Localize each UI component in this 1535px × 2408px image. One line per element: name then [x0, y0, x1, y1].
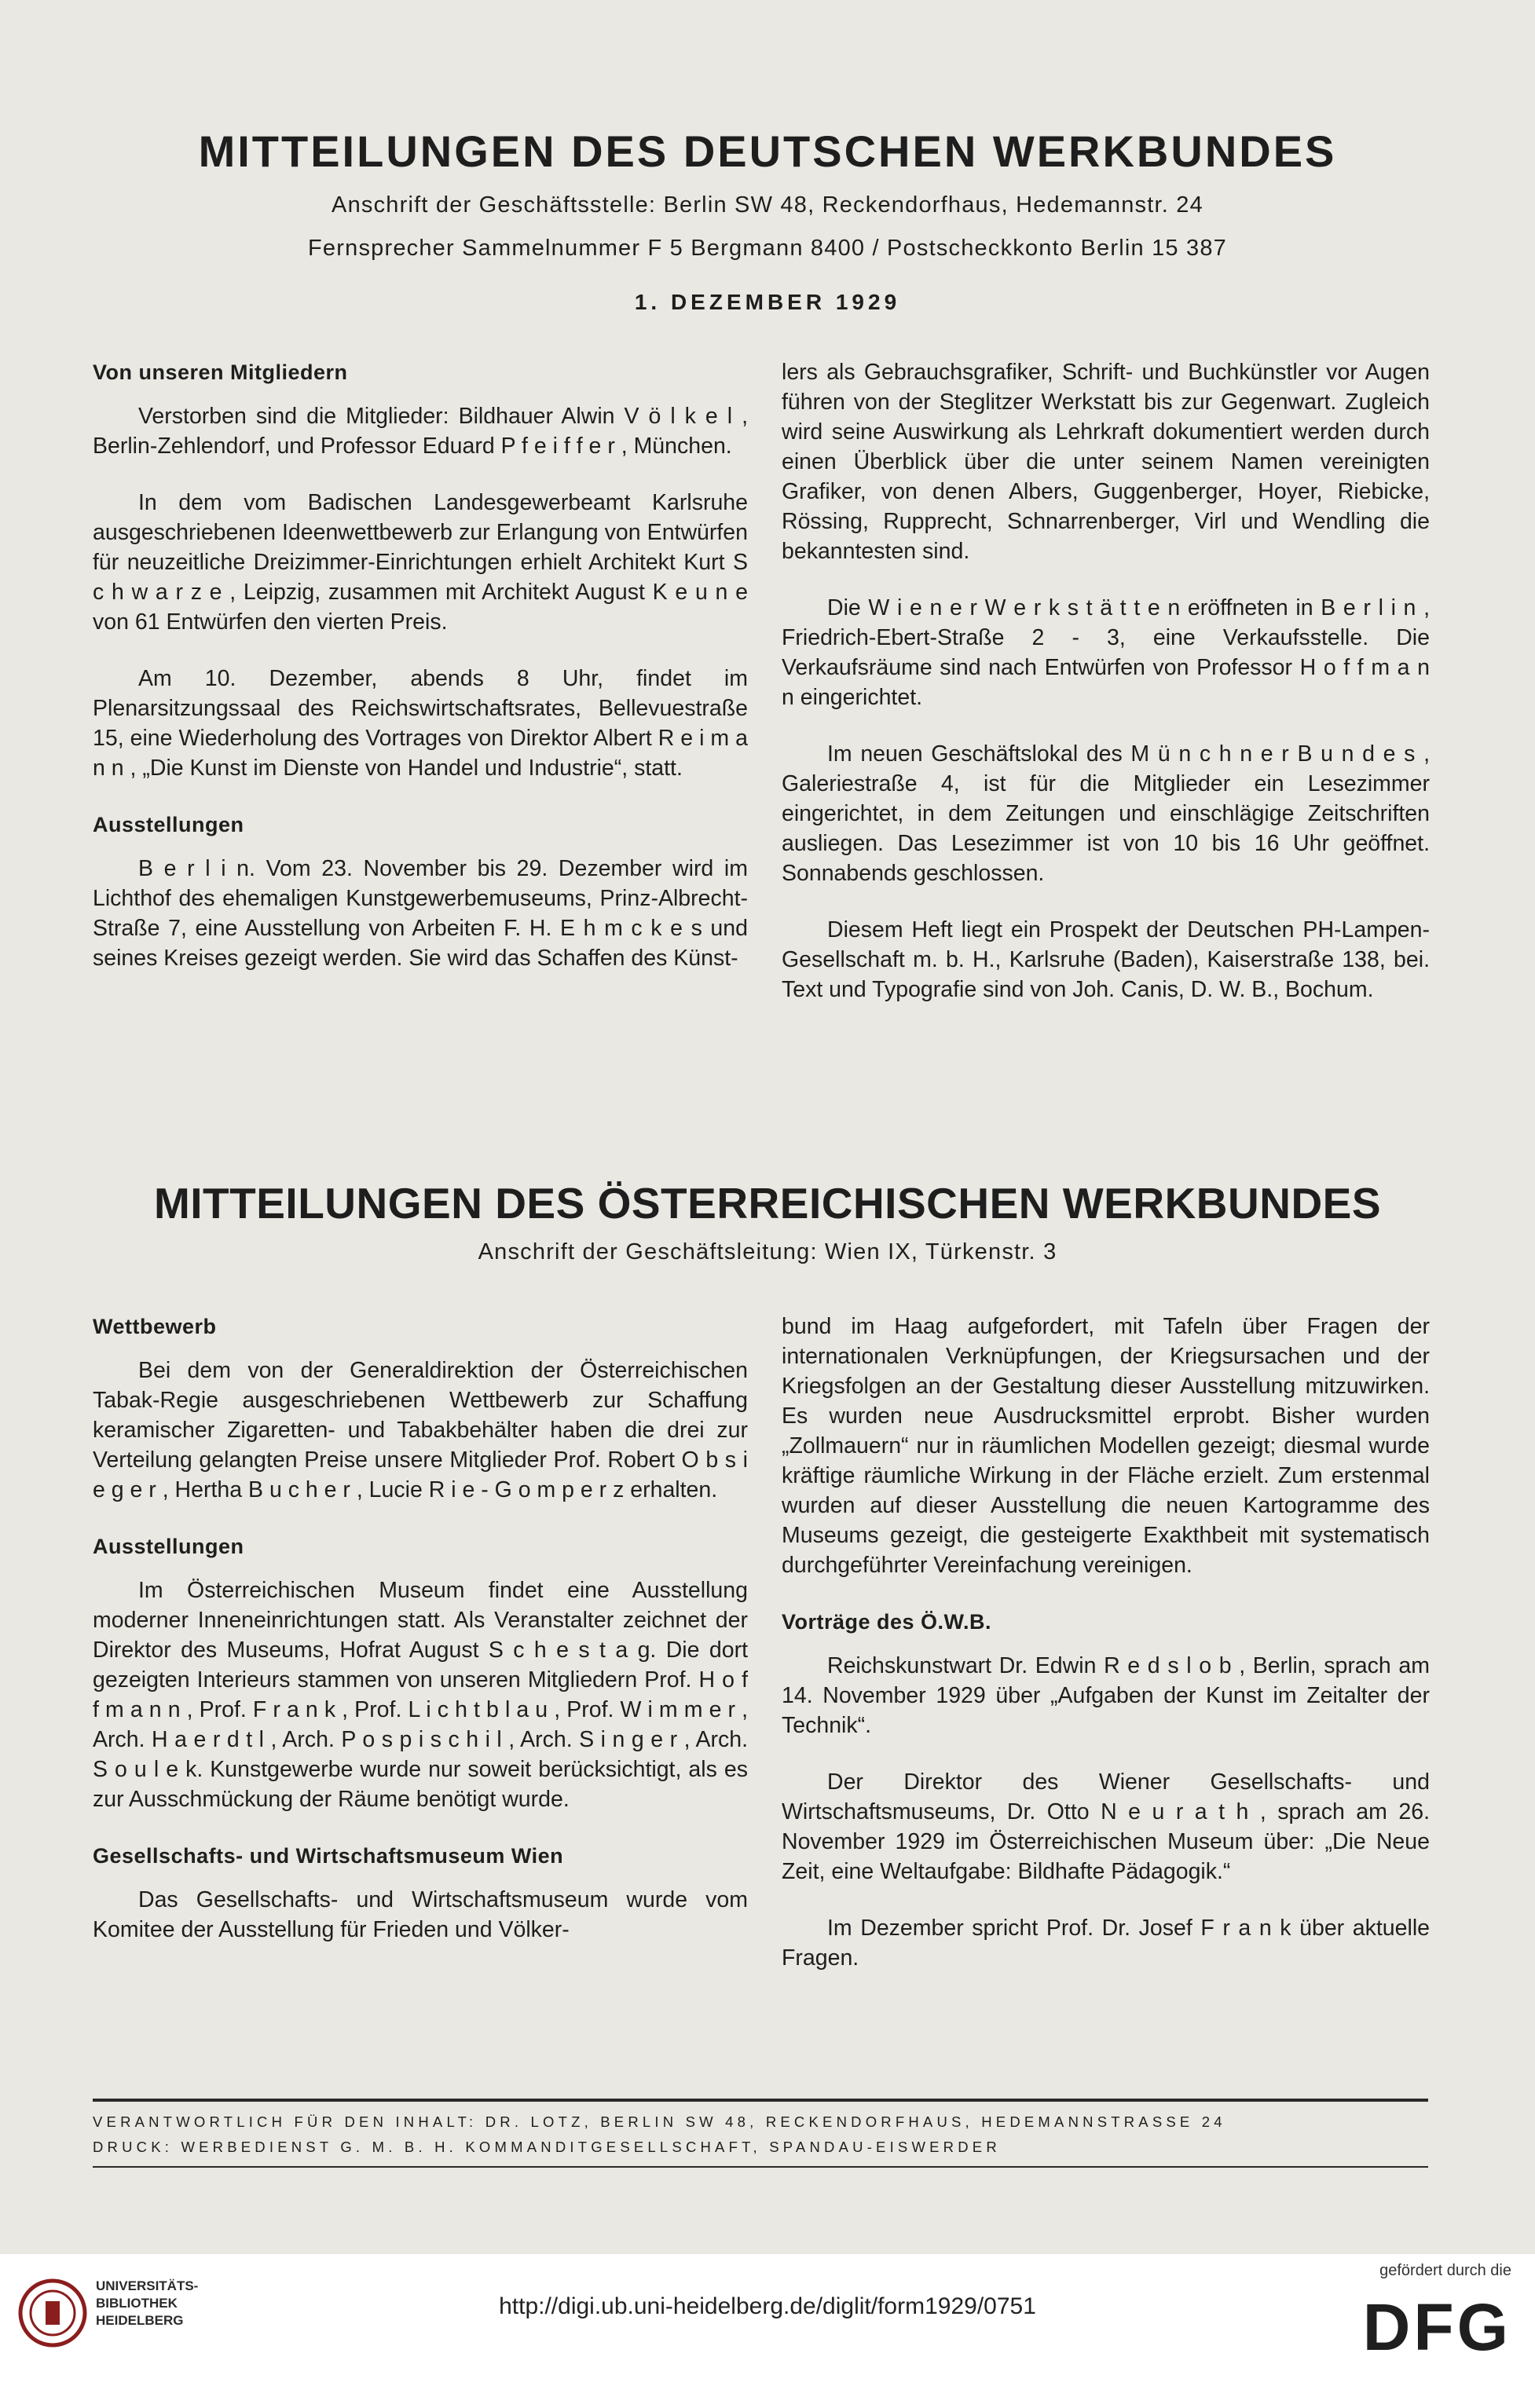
dwb-left-column: [93, 357, 748, 1000]
paragraph: Reichskunstwart Dr. Edwin R e d s l o b , Berlin, sprach am 14. November 1929 über „Aufgaben der Kunst im Zeitalter der Technik“.: [782, 1653, 1430, 1738]
paragraph: Verstorben sind die Mitglieder: Bildhauer Alwin V ö l k e l , Berlin-Zehlendorf, und Professor Eduard P f e i f f e r , München.: [93, 404, 748, 459]
paragraph: Bei dem von der Generaldirektion der Österreichischen Tabak-Regie ausgeschriebenen Wettbewerb zur Schaffung keramischer Zigaretten- und Tabakbehälter haben die drei zur Verteilung gelangten Preise unsere Mitglieder Prof. Robert O b s i e g e r , Hertha B u c h e r , Lucie R i e - G o m p e r z erhalten.: [93, 1358, 748, 1502]
owb-right-column: [782, 1312, 1430, 2000]
impressum-line-2: DRUCK: WERBEDIENST G. M. B. H. KOMMANDITGESELLSCHAFT, SPANDAU-EISWERDER: [93, 2139, 1001, 2155]
paragraph: Diesem Heft liegt ein Prospekt der Deutschen PH-Lampen-Gesellschaft m. b. H., Karlsruhe (Baden), Kaiserstraße 138, bei. Text und Typografie sind von Joh. Canis, D. W. B., Bochum.: [782, 917, 1430, 1002]
paragraph: Im Österreichischen Museum findet eine Ausstellung moderner Inneneinrichtungen statt. Als Veranstalter zeichnet der Direktor des Museums, Hofrat August S c h e s t a g. Die dort gezeigten Interieurs stammen von unseren Mitgliedern Prof. H o f f m a n n , Prof. F r a n k , Prof. L i c h t b l a u , Prof. W i m m e r , Arch. H a e r d t l , Arch. P o s p i s c h i l , Arch. S i n g e r , Arch. S o u l e k. Kunstgewerbe wurde nur soweit berücksichtigt, als es zur Ausschmückung der Räume benötigt wurde.: [93, 1578, 748, 1812]
paragraph: lers als Gebrauchsgrafiker, Schrift- und Buchkünstler vor Augen führen von der Steglitzer Werkstatt bis zur Gegenwart. Zugleich wird seine Auswirkung als Lehrkraft dokumentiert werden durch einen Überblick über die unter seinem Namen vereinigten Grafiker, von denen Albers, Guggenberger, Hoyer, Riebicke, Rössing, Rupprecht, Schnarrenberger, Virl und Wendling die bekanntesten sind.: [782, 360, 1430, 564]
paragraph: In dem vom Badischen Landesgewerbeamt Karlsruhe ausgeschriebenen Ideenwettbewerb zur Erlangung von Entwürfen für neuzeitliche Dreizimmer-Einrichtungen erhielt Architekt Kurt S c h w a r z e , Leipzig, zusammen mit Architekt August K e u n e von 61 Entwürfen den vierten Preis.: [93, 490, 748, 635]
section-heading: Vorträge des Ö.W.B.: [782, 1610, 992, 1634]
uni-line-2: BIBLIOTHEK: [96, 2296, 178, 2311]
paragraph: B e r l i n. Vom 23. November bis 29. Dezember wird im Lichthof des ehemaligen Kunstgewerbemuseums, Prinz-Albrecht-Straße 7, eine Ausstellung von Arbeiten F. H. E h m c k e s und seines Kreises gezeigt werden. Sie wird das Schaffen des Künst-: [93, 856, 748, 971]
section-heading: Gesellschafts- und Wirtschaftsmuseum Wien: [93, 1844, 564, 1868]
impressum-line-1: VERANTWORTLICH FÜR DEN INHALT: DR. LOTZ, BERLIN SW 48, RECKENDORFHAUS, HEDEMANNSTRASSE 24: [93, 2113, 1226, 2130]
paragraph: Die W i e n e r W e r k s t ä t t e n eröffneten in B e r l i n , Friedrich-Ebert-Straße 2 - 3, eine Verkaufsstelle. Die Verkaufsräume sind nach Entwürfen von Professor H o f f m a n n eingerichtet.: [782, 595, 1430, 710]
impressum-rule-top: [93, 2099, 1428, 2102]
uni-line-3: HEIDELBERG: [96, 2313, 184, 2328]
paragraph: Im Dezember spricht Prof. Dr. Josef F r a n k über aktuelle Fragen.: [782, 1916, 1430, 1971]
section-heading: Ausstellungen: [93, 813, 244, 836]
paragraph: Das Gesellschafts- und Wirtschaftsmuseum wurde vom Komitee der Ausstellung für Frieden und Völker-: [93, 1887, 748, 1942]
owb-masthead: [0, 1178, 1535, 1265]
dfg-logo: DFG: [1362, 2290, 1511, 2364]
section-heading: Ausstellungen: [93, 1535, 244, 1558]
paragraph: Im neuen Geschäftslokal des M ü n c h n e r B u n d e s , Galeriestraße 4, ist für die Mitglieder ein Lesezimmer eingerichtet, in dem Zeitungen und einschlägige Zeitschriften ausliegen. Das Lesezimmer ist von 10 bis 16 Uhr geöffnet. Sonnabends geschlossen.: [782, 741, 1430, 886]
owb-address: Anschrift der Geschäftsleitung: Wien IX, Türkenstr. 3: [478, 1239, 1057, 1264]
digitization-footer: [0, 2254, 1535, 2408]
dfg-note: gefördert durch die: [1379, 2262, 1511, 2279]
owb-title: MITTEILUNGEN DES ÖSTERREICHISCHEN WERKBUNDES: [153, 1179, 1382, 1228]
dwb-masthead: [0, 126, 1535, 315]
dwb-phone: Fernsprecher Sammelnummer F 5 Bergmann 8400 / Postscheckkonto Berlin 15 387: [308, 236, 1227, 261]
dwb-right-column: [782, 357, 1430, 1031]
section-heading: Von unseren Mitgliedern: [93, 360, 348, 384]
dwb-title: MITTEILUNGEN DES DEUTSCHEN WERKBUNDES: [198, 126, 1337, 176]
dwb-address: Anschrift der Geschäftsstelle: Berlin SW 48, Reckendorfhaus, Hedemannstr. 24: [332, 192, 1203, 218]
uni-line-1: UNIVERSITÄTS-: [96, 2278, 199, 2293]
paragraph: Der Direktor des Wiener Gesellschafts- und Wirtschaftsmuseums, Dr. Otto N e u r a t h , sprach am 26. November 1929 im Österreichischen Museum über: „Die Neue Zeit, eine Weltaufgabe: Bildhafte Pädagogik.“: [782, 1769, 1430, 1884]
impressum-rule-bottom: [93, 2166, 1428, 2168]
paragraph: bund im Haag aufgefordert, mit Tafeln über Fragen der internationalen Verknüpfungen, der Kriegsursachen und der Kriegsfolgen an der Gestaltung dieser Ausstellung mitzuwirken. Es wurden neue Ausdrucksmittel erprobt. Bisher wurden „Zollmauern“ nur in räumlichen Modellen gezeigt; diesmal wurde kräftige räumliche Wirkung in der Fläche erzielt. Zum erstenmal wurden auf dieser Ausstellung die neuen Kartogramme des Museums gezeigt, die gesteigerte Exakthbeit mit systematisch durchgeführter Vereinfachung vereinigen.: [782, 1314, 1430, 1578]
dwb-date: 1. DEZEMBER 1929: [634, 290, 901, 314]
source-url-link[interactable]: http://digi.ub.uni-heidelberg.de/diglit/form1929/0751: [499, 2293, 1036, 2319]
owb-left-column: [93, 1312, 748, 1971]
paragraph: Am 10. Dezember, abends 8 Uhr, findet im Plenarsitzungssaal des Reichswirtschaftsrates, Bellevuestraße 15, eine Wiederholung des Vortrages von Direktor Albert R e i m a n n , „Die Kunst im Dienste von Handel und Industrie“, statt.: [93, 666, 748, 781]
section-heading: Wettbewerb: [93, 1315, 217, 1338]
